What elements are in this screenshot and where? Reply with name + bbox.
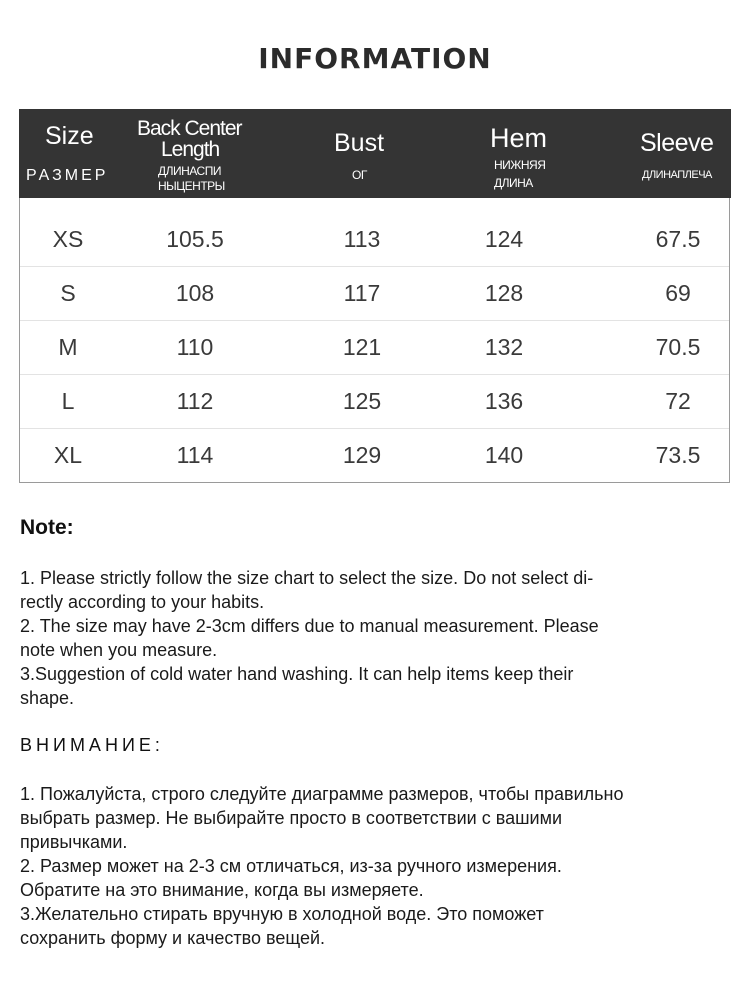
table-row bbox=[20, 320, 729, 375]
header-sleeve bbox=[619, 109, 731, 198]
note-body bbox=[20, 566, 720, 710]
table-row bbox=[20, 374, 729, 429]
cell-hem: 132 bbox=[484, 334, 524, 360]
note-line: note when you measure. bbox=[20, 640, 218, 660]
note-line: shape. bbox=[20, 688, 75, 708]
header-hem-ru2: ДЛИНА bbox=[494, 176, 533, 190]
ru-note-line: 3.Желательно стирать вручную в холодной воде. Это поможет bbox=[20, 904, 544, 924]
cell-bust: 113 bbox=[343, 226, 381, 252]
cell-sleeve: 72 bbox=[665, 388, 691, 414]
cell-back-center-length: 110 bbox=[176, 334, 214, 360]
header-bust-ru: ОГ bbox=[352, 168, 367, 182]
cell-sleeve: 69 bbox=[665, 280, 691, 306]
header-hem bbox=[479, 109, 579, 198]
header-size bbox=[19, 109, 124, 198]
header-back-center-ru1: ДЛИНАСПИ bbox=[158, 164, 221, 178]
ru-note-line: 2. Размер может на 2-3 см отличаться, из-за ручного измерения. bbox=[20, 856, 562, 876]
table-row bbox=[20, 212, 729, 267]
header-size-en: Size bbox=[45, 122, 94, 150]
header-hem-en: Hem bbox=[490, 123, 548, 153]
ru-note-line: привычками. bbox=[20, 832, 128, 852]
cell-back-center-length: 108 bbox=[175, 280, 215, 306]
note-line: 2. The size may have 2-3cm differs due to manual measurement. Please bbox=[20, 616, 599, 636]
note-line: 3.Suggestion of cold water hand washing. It can help items keep their bbox=[20, 664, 574, 684]
cell-size: M bbox=[58, 334, 78, 360]
header-sleeve-en: Sleeve bbox=[640, 129, 714, 157]
cell-hem: 128 bbox=[484, 280, 524, 306]
note-line: rectly according to your habits. bbox=[20, 592, 265, 612]
cell-sleeve: 67.5 bbox=[655, 226, 701, 252]
header-hem-ru1: НИЖНЯЯ bbox=[494, 158, 546, 172]
header-size-ru: РАЗМЕР bbox=[26, 167, 109, 184]
cell-hem: 140 bbox=[484, 442, 524, 468]
ru-note-line: выбрать размер. Не выбирайте просто в соответствии с вашими bbox=[20, 808, 563, 828]
cell-size: XS bbox=[52, 226, 84, 252]
ru-note-heading: ВНИМАНИЕ: bbox=[20, 735, 164, 755]
page-title: INFORMATION bbox=[258, 42, 492, 75]
ru-note-line: Обратите на это внимание, когда вы измеряете. bbox=[20, 880, 424, 900]
cell-hem: 124 bbox=[484, 226, 524, 252]
table-row bbox=[20, 266, 729, 321]
header-back-center-line1: Back Center bbox=[137, 117, 242, 140]
cell-back-center-length: 112 bbox=[176, 388, 214, 414]
cell-bust: 117 bbox=[343, 280, 381, 306]
ru-note-body bbox=[20, 782, 730, 950]
cell-sleeve: 70.5 bbox=[655, 334, 701, 360]
ru-note-line: 1. Пожалуйста, строго следуйте диаграмме размеров, чтобы правильно bbox=[20, 784, 624, 804]
cell-hem: 136 bbox=[484, 388, 524, 414]
cell-size: S bbox=[60, 280, 76, 306]
cell-size: L bbox=[61, 388, 75, 414]
header-bust-en: Bust bbox=[334, 129, 385, 157]
cell-bust: 125 bbox=[342, 388, 382, 414]
cell-size: XL bbox=[53, 442, 83, 468]
cell-back-center-length: 114 bbox=[176, 442, 214, 468]
note-heading: Note: bbox=[20, 516, 74, 539]
ru-note-line: сохранить форму и качество вещей. bbox=[20, 928, 326, 948]
note-line: 1. Please strictly follow the size chart to select the size. Do not select di- bbox=[20, 568, 594, 588]
cell-back-center-length: 105.5 bbox=[166, 226, 224, 252]
size-chart-table bbox=[19, 109, 730, 483]
header-back-center-length bbox=[124, 109, 279, 198]
header-bust bbox=[309, 109, 409, 198]
table-row bbox=[20, 428, 729, 482]
header-back-center-ru2: НЫЦЕНТРЫ bbox=[158, 179, 225, 193]
table-header bbox=[19, 109, 731, 198]
header-back-center-line2: Length bbox=[161, 138, 220, 161]
cell-bust: 129 bbox=[342, 442, 382, 468]
cell-bust: 121 bbox=[342, 334, 382, 360]
cell-sleeve: 73.5 bbox=[655, 442, 701, 468]
header-sleeve-ru: ДЛИНАПЛЕЧА bbox=[642, 169, 712, 181]
